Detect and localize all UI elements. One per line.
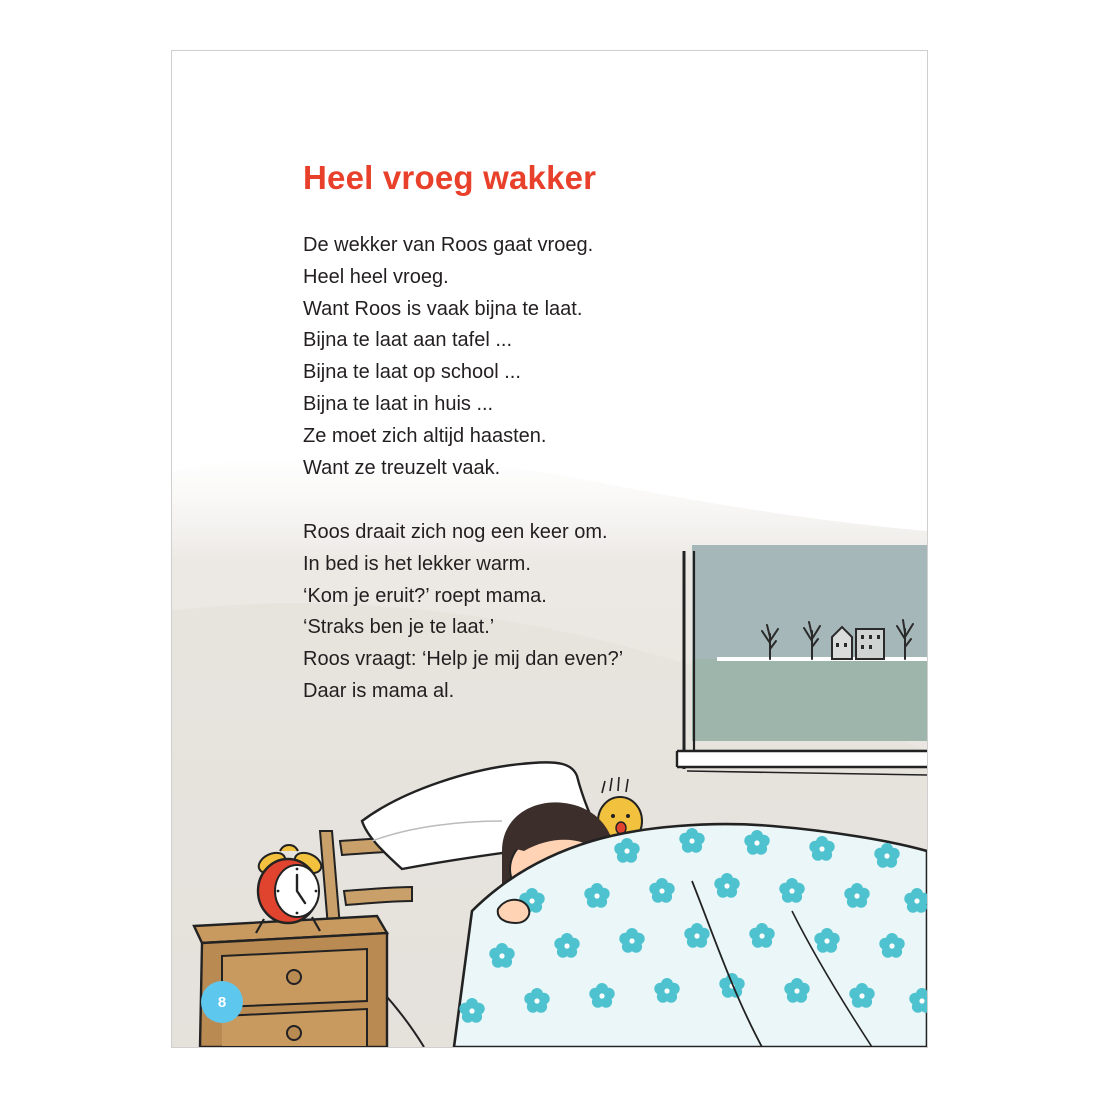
story-line: ‘Kom je eruit?’ roept mama. xyxy=(303,584,547,607)
story-line: Bijna te laat op school ... xyxy=(303,361,521,384)
page-number-badge: 8 xyxy=(201,981,243,1023)
story-line: Heel heel vroeg. xyxy=(303,265,449,288)
story-line: Ze moet zich altijd haasten. xyxy=(303,424,547,447)
story-line: Bijna te laat in huis ... xyxy=(303,392,494,415)
story-line: Roos vraagt: ‘Help je mij dan even?’ xyxy=(303,648,624,671)
window xyxy=(677,545,927,775)
story-line: ‘Straks ben je te laat.’ xyxy=(303,616,495,639)
story-line: In bed is het lekker warm. xyxy=(303,552,531,575)
story-line: Bijna te laat aan tafel ... xyxy=(303,329,513,352)
story-title: Heel vroeg wakker xyxy=(303,159,597,196)
story-line: De wekker van Roos gaat vroeg. xyxy=(303,234,594,256)
story-line: Roos draait zich nog een keer om. xyxy=(303,521,608,543)
story-line: Daar is mama al. xyxy=(303,679,455,702)
story-line: Want Roos is vaak bijna te laat. xyxy=(303,297,583,320)
stanza-1 xyxy=(303,230,593,484)
stanza-2 xyxy=(303,517,623,708)
book-page xyxy=(171,50,928,1048)
story-line: Want ze treuzelt vaak. xyxy=(303,456,501,479)
